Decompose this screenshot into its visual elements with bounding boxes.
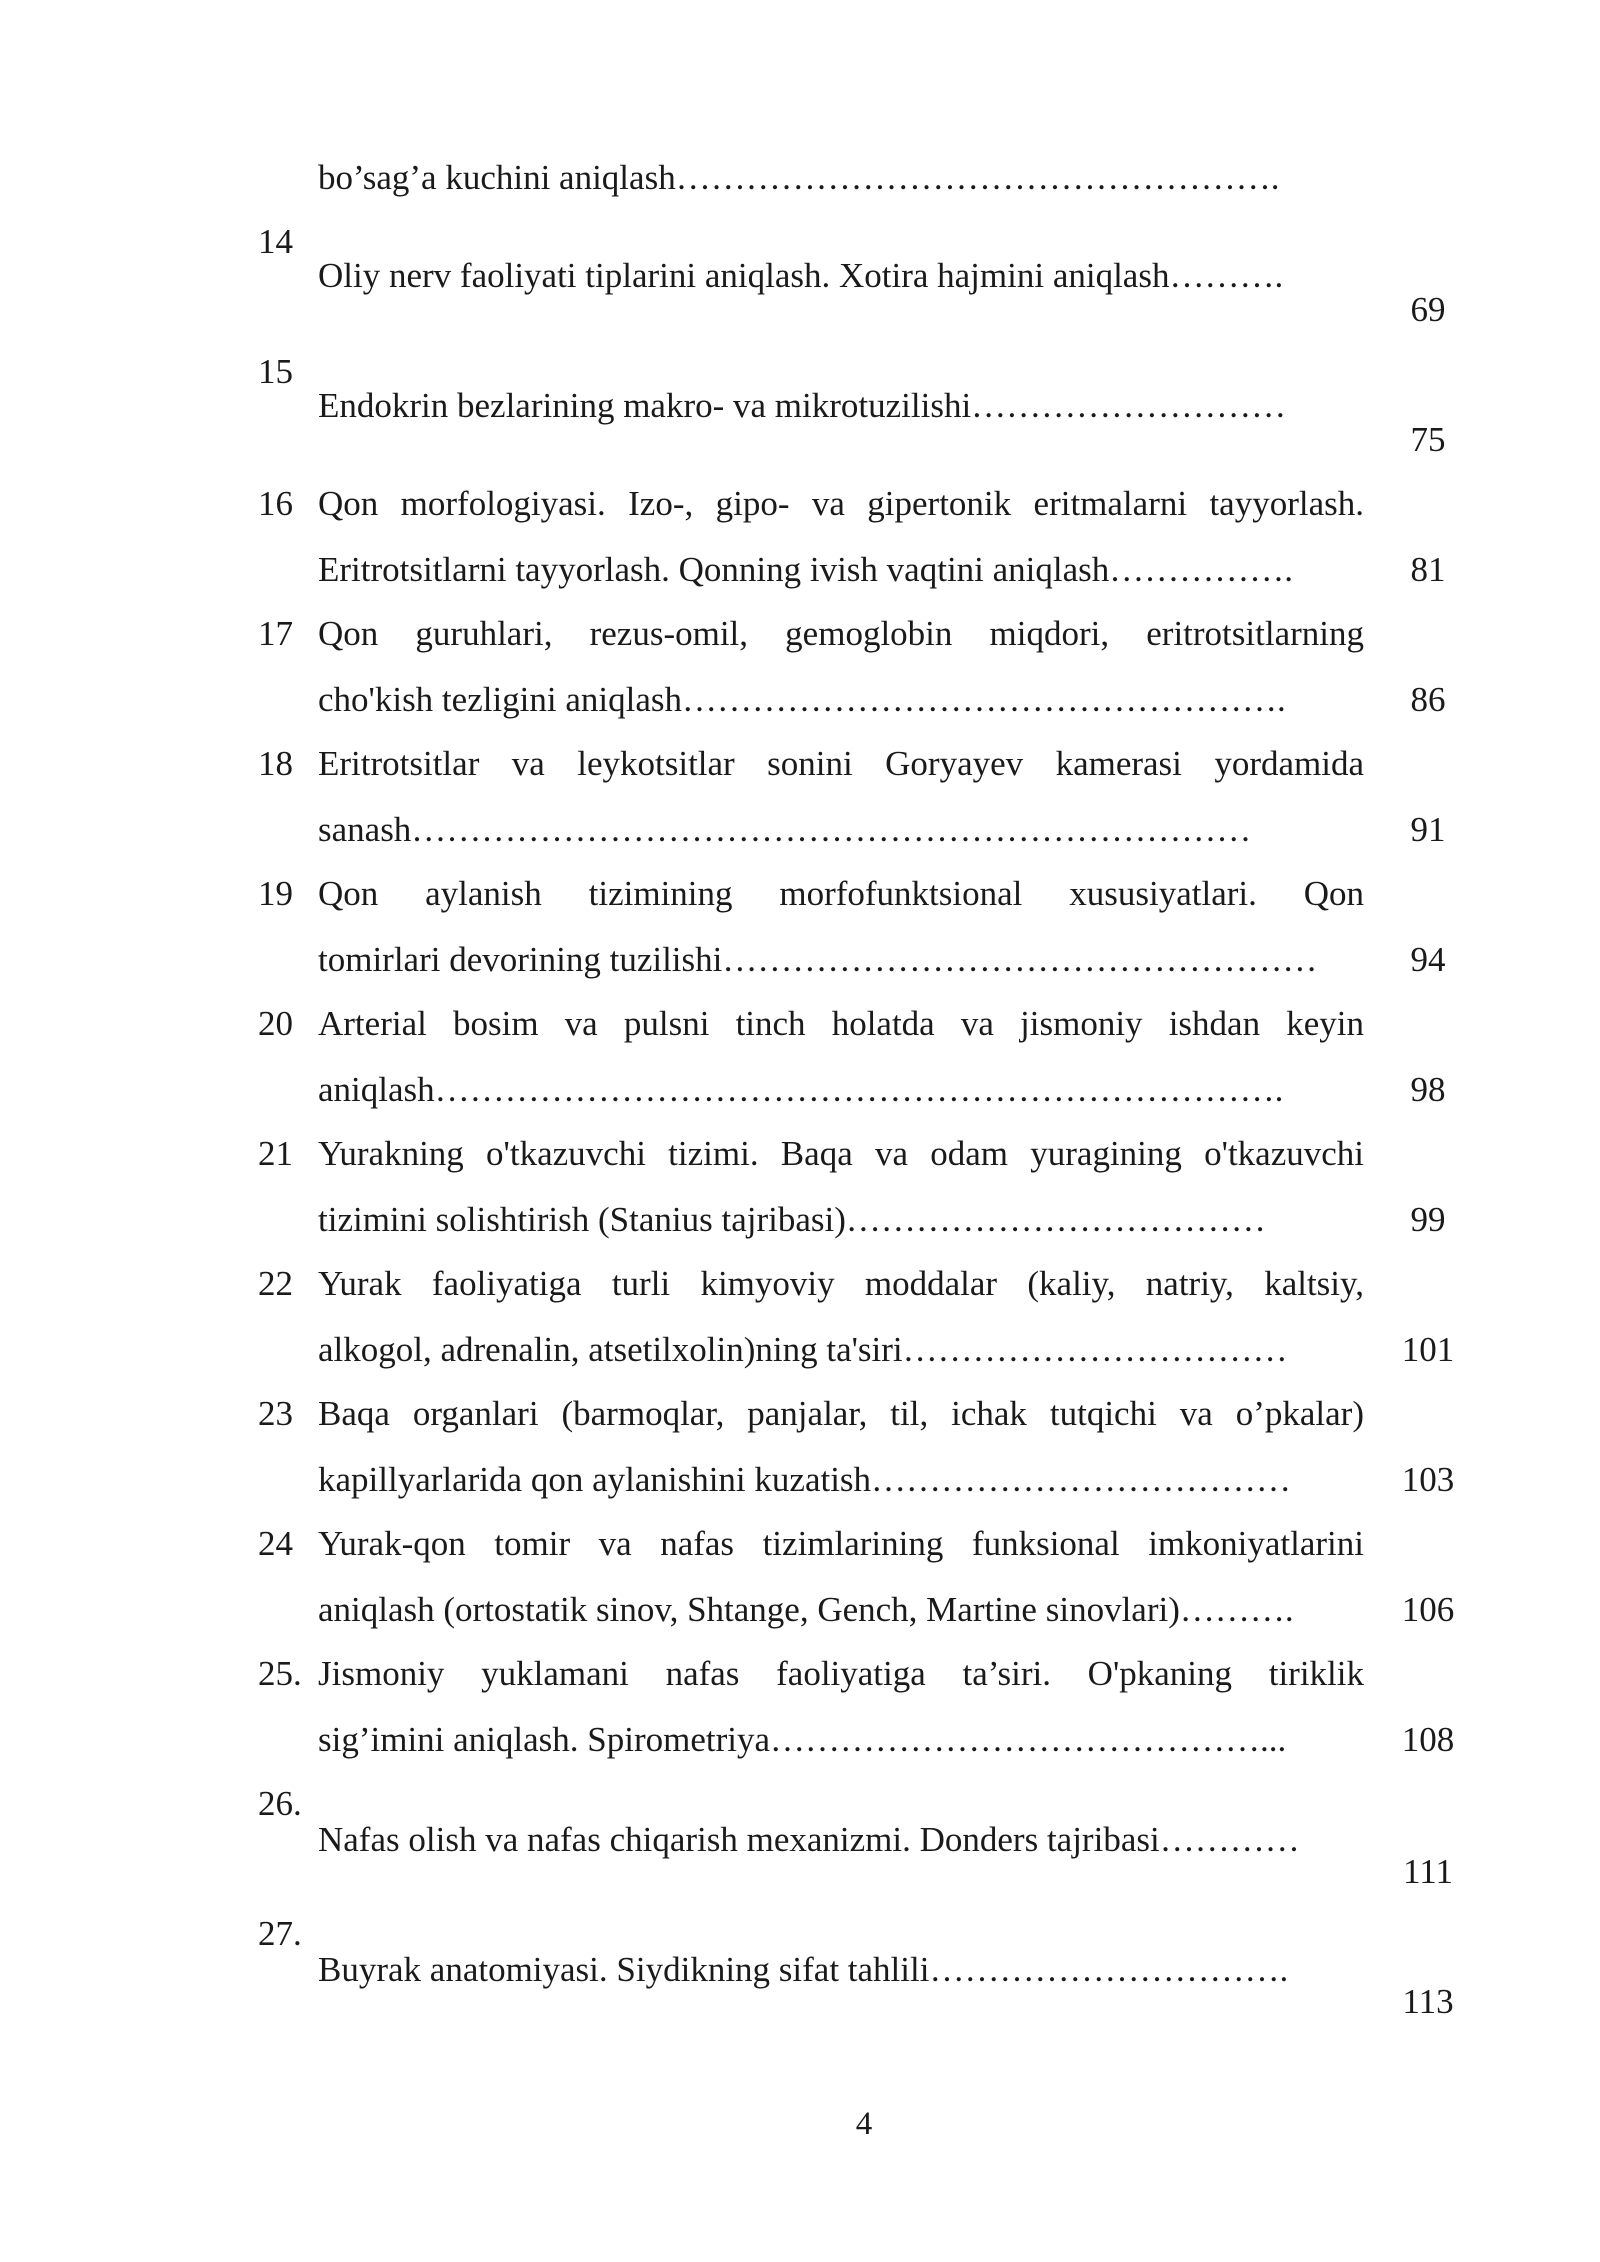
entry-number: 15 (258, 352, 293, 391)
entry-page: 98 (1410, 1070, 1446, 1109)
entry-title-line-2: aniqlash (ortostatik sinov, Shtange, Gench, Martine sinovlari)………. (318, 1590, 1294, 1629)
entry-page: 94 (1410, 940, 1446, 979)
entry-title-line-1: Eritrotsitlar va leykotsitlar sonini Goryayev kamerasi yordamida (318, 744, 1364, 783)
entry-title-line-1: Qon aylanish tizimining morfofunktsional xususiyatlari. Qon (318, 874, 1364, 913)
entry-title-line-2: tomirlari devorining tuzilishi…………………………………………… (318, 940, 1318, 979)
entry-title-line-2: Eritrotsitlarni tayyorlash. Qonning ivish vaqtini aniqlash……………. (318, 550, 1294, 589)
entry-title: Nafas olish va nafas chiqarish mexanizmi. Donders tajribasi………… (318, 1820, 1300, 1859)
entry-page: 106 (1401, 1590, 1455, 1629)
entry-number: 20 (258, 1004, 293, 1043)
entry-number: 23 (258, 1394, 293, 1433)
entry-title-line-1: Yurak faoliyatiga turli kimyoviy moddalar (kaliy, natriy, kaltsiy, (318, 1264, 1364, 1303)
toc-continuation-line: bo’sag’a kuchini aniqlash……………………………………………. (318, 158, 1280, 197)
entry-title-line-2: alkogol, adrenalin, atsetilxolin)ning ta'siri…………………………… (318, 1330, 1288, 1369)
entry-number: 26. (258, 1784, 302, 1823)
entry-number: 27. (258, 1914, 302, 1953)
entry-number: 16 (258, 484, 293, 523)
entry-title-line-2: kapillyarlarida qon aylanishini kuzatish……………………………… (318, 1460, 1292, 1499)
entry-page: 113 (1402, 1982, 1454, 2021)
entry-page: 99 (1410, 1200, 1446, 1239)
entry-page: 91 (1410, 810, 1446, 849)
entry-title-line-1: Jismoniy yuklamani nafas faoliyatiga ta’siri. O'pkaning tiriklik (318, 1654, 1364, 1693)
entry-page: 101 (1401, 1330, 1455, 1369)
page-number: 4 (855, 2106, 873, 2142)
entry-number: 22 (258, 1264, 293, 1303)
entry-page: 111 (1403, 1852, 1453, 1891)
entry-page: 81 (1410, 550, 1446, 589)
entry-title: Oliy nerv faoliyati tiplarini aniqlash. Xotira hajmini aniqlash………. (318, 256, 1284, 295)
entry-title-line-2: aniqlash………………………………………………………………. (318, 1070, 1284, 1109)
entry-title-line-1: Qon morfologiyasi. Izo-, gipo- va gipertonik eritmalarni tayyorlash. (318, 484, 1364, 523)
entry-number: 18 (258, 744, 293, 783)
entry-title-line-2: tizimini solishtirish (Stanius tajribasi)……………………………… (318, 1200, 1266, 1239)
entry-title-line-1: Yurakning o'tkazuvchi tizimi. Baqa va odam yuragining o'tkazuvchi (318, 1134, 1364, 1173)
entry-title-line-1: Qon guruhlari, rezus-omil, gemoglobin miqdori, eritrotsitlarning (318, 614, 1364, 653)
entry-page: 108 (1401, 1720, 1455, 1759)
entry-number: 14 (258, 222, 293, 261)
entry-number: 19 (258, 874, 293, 913)
entry-title-line-2: cho'kish tezligini aniqlash……………………………………………. (318, 680, 1286, 719)
entry-page: 75 (1410, 420, 1446, 459)
entry-title-line-1: Baqa organlari (barmoqlar, panjalar, til, ichak tutqichi va o’pkalar) (318, 1394, 1364, 1433)
entry-page: 103 (1401, 1460, 1455, 1499)
entry-title: Endokrin bezlarining makro- va mikrotuzilishi……………………… (318, 386, 1287, 425)
entry-title: Buyrak anatomiyasi. Siydikning sifat tahlili…………………………. (318, 1950, 1289, 1989)
entry-page: 69 (1410, 290, 1446, 329)
entry-title-line-1: Arterial bosim va pulsni tinch holatda va jismoniy ishdan keyin (318, 1004, 1364, 1043)
entry-number: 25. (258, 1654, 302, 1693)
entry-number: 24 (258, 1524, 293, 1563)
entry-title-line-2: sig’imini aniqlash. Spirometriya……………………………………... (318, 1720, 1287, 1759)
entry-number: 21 (258, 1134, 293, 1173)
entry-page: 86 (1410, 680, 1446, 719)
entry-title-line-2: sanash……………………………………………………………… (318, 810, 1252, 849)
entry-title-line-1: Yurak-qon tomir va nafas tizimlarining funksional imkoniyatlarini (318, 1524, 1364, 1563)
entry-number: 17 (258, 614, 293, 653)
